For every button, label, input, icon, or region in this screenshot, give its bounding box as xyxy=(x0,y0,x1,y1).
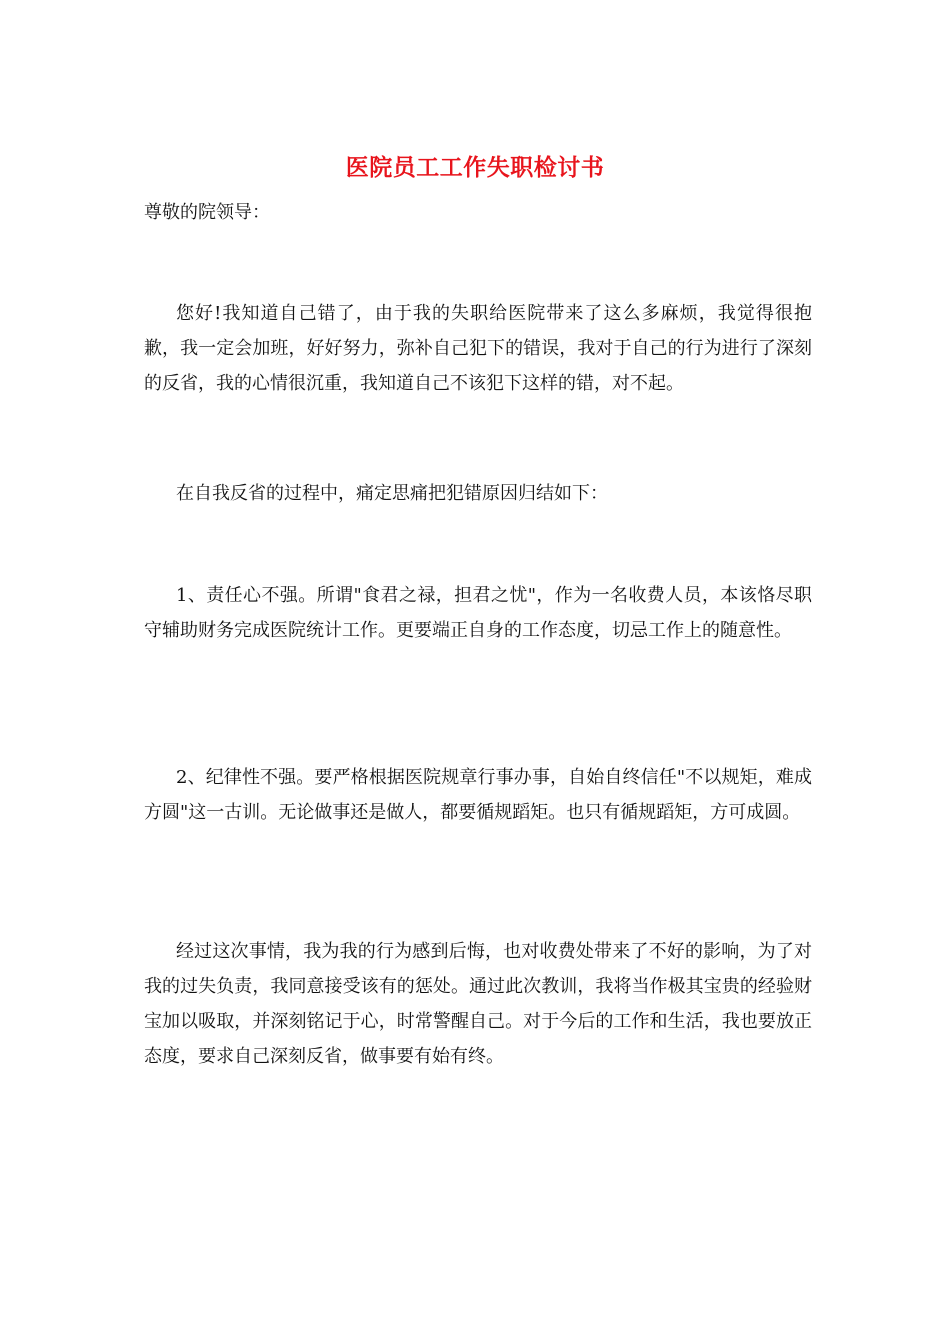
paragraph-reflection-intro: 在自我反省的过程中，痛定思痛把犯错原因归结如下： xyxy=(176,483,608,504)
salutation: 尊敬的院领导： xyxy=(144,202,270,223)
paragraph-apology: 您好!我知道自己错了，由于我的失职给医院带来了这么多麻烦，我觉得很抱歉，我一定会加班，好好努力，弥补自己犯下的错误，我对于自己的行为进行了深刻的反省，我的心情很沉重，我知道自己不该犯下这样的错，对不起。 xyxy=(144,303,812,394)
paragraph-reason-1: 1、责任心不强。所谓"食君之禄，担君之忧"，作为一名收费人员，本该恪尽职守辅助财务完成医院统计工作。更要端正自身的工作态度，切忌工作上的随意性。 xyxy=(144,585,812,641)
paragraph-conclusion: 经过这次事情，我为我的行为感到后悔，也对收费处带来了不好的影响，为了对我的过失负责，我同意接受该有的惩处。通过此次教训，我将当作极其宝贵的经验财宝加以吸取，并深刻铭记于心，时常警醒自己。对于今后的工作和生活，我也要放正态度，要求自己深刻反省，做事要有始有终。 xyxy=(144,941,812,1067)
document-title: 医院员工工作失职检讨书 xyxy=(345,154,605,181)
paragraph-reason-2: 2、纪律性不强。要严格根据医院规章行事办事，自始自终信任"不以规矩，难成方圆"这一古训。无论做事还是做人，都要循规蹈矩。也只有循规蹈矩，方可成圆。 xyxy=(144,767,812,823)
